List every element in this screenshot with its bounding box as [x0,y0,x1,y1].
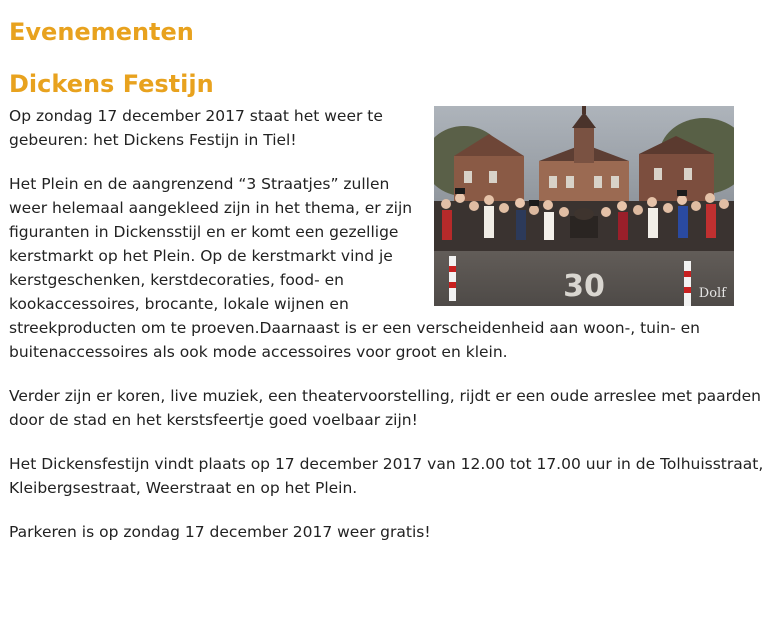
paragraph-parking: Parkeren is op zondag 17 december 2017 weer gratis! [9,523,431,541]
paragraph-intro: Op zondag 17 december 2017 staat het weer te gebeuren: het Dickens Festijn in Tiel! [9,107,383,149]
article-title: Dickens Festijn [9,70,214,98]
photo-watermark: Dolf [698,286,726,301]
paragraph-activities: Verder zijn er koren, live muziek, een theatervoorstelling, rijdt er een oude arreslee met paarden door de stad en het kerstsfeertje goed voelbaar zijn! [9,387,761,429]
street-number: 30 [563,269,605,304]
festival-photo-illustration [434,106,734,306]
page-content [9,0,774,564]
article-body [9,104,774,544]
paragraph-market: Het Plein en de aangrenzend “3 Straatjes” zullen weer helemaal aangekleed zijn in het thema, er zijn figuranten in Dickensstijl en er komt een gezellige kerstmarkt op het Plein. Op de kerstmarkt vind je kerstgeschenken, kerstdecoraties, food- en kookaccessoires, brocante, lokale wijnen en streekproducten om te proeven.Daarnaast is er een verscheidenheid aan woon-, tuin- en buitenaccessoires als ook mode accessoires voor groot en klein. [9,175,700,361]
street-number-marking [563,269,605,304]
festival-photo [434,106,734,306]
paragraph-location: Het Dickensfestijn vindt plaats op 17 december 2017 van 12.00 tot 17.00 uur in de Tolhuisstraat, Kleibergsestraat, Weerstraat en op het Plein. [9,455,764,497]
section-heading: Evenementen [9,18,194,46]
